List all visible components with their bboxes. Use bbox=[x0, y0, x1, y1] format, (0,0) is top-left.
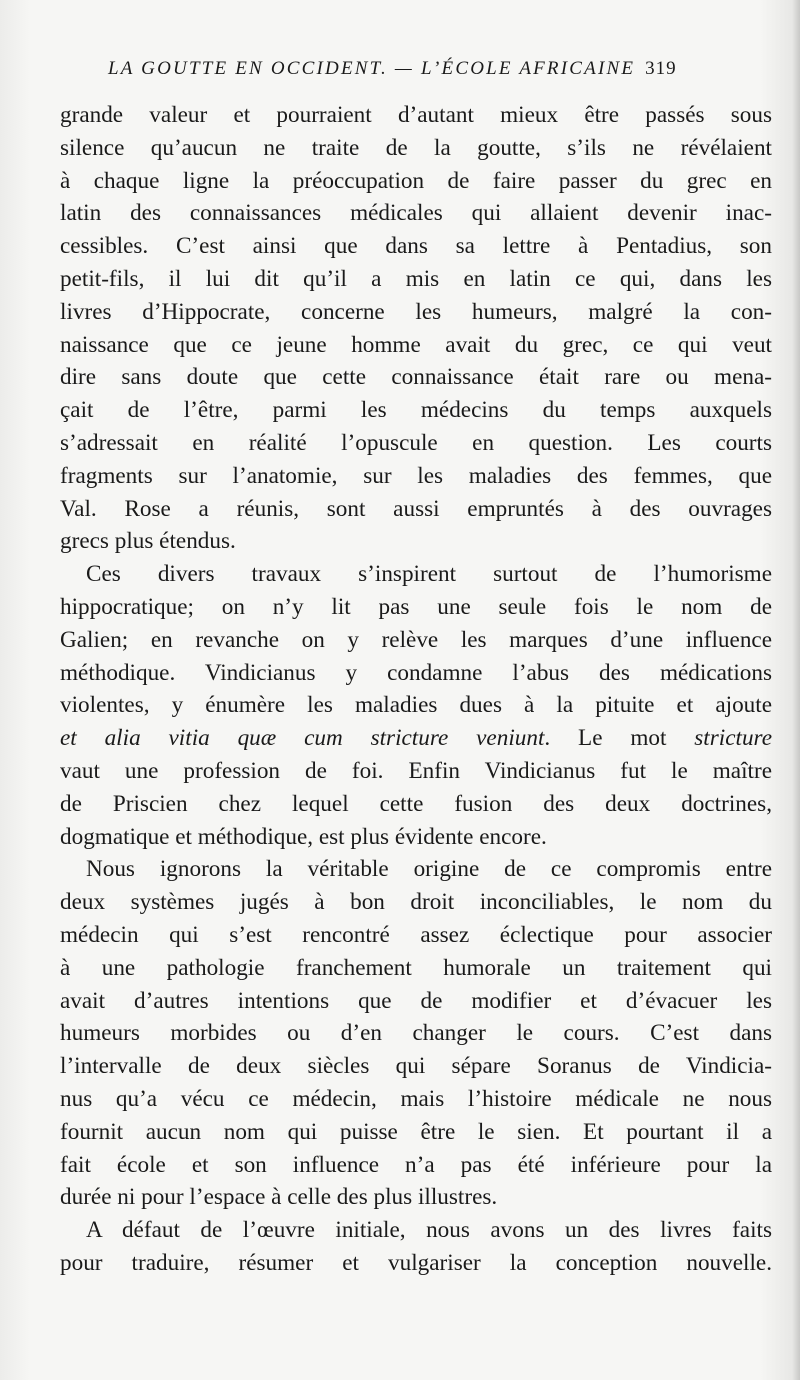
text-line: latin des connaissances médicales qui allaient devenir inac- bbox=[60, 200, 772, 227]
text-line: l’intervalle de deux siècles qui sépare Soranus de Vindicia- bbox=[60, 1053, 772, 1080]
text-line: avait d’autres intentions que de modifier et d’évacuer les bbox=[60, 987, 772, 1014]
text-line: naissance que ce jeune homme avait du grec, ce qui veut bbox=[60, 331, 772, 358]
text-line: fait école et son influence n’a pas été inférieure pour la bbox=[60, 1151, 772, 1178]
text-line: s’adressait en réalité l’opuscule en question. Les courts bbox=[60, 429, 772, 456]
text-line: médecin qui s’est rencontré assez éclectique pour associer bbox=[60, 921, 772, 948]
text-line: pour traduire, résumer et vulgariser la conception nouvelle. bbox=[60, 1249, 772, 1276]
text-line: fournit aucun nom qui puisse être le sien. Et pourtant il a bbox=[60, 1118, 772, 1145]
roman-text: . Le mot bbox=[544, 725, 695, 752]
page-edge-shadow bbox=[792, 0, 800, 1380]
text-line: grande valeur et pourraient d’autant mieux être passés sous bbox=[60, 102, 772, 128]
text-line: fragments sur l’anatomie, sur les maladies des femmes, que bbox=[60, 462, 772, 489]
text-line: hippocratique; on n’y lit pas une seule fois le nom de bbox=[60, 593, 772, 620]
text-line: Nous ignorons la véritable origine de ce compromis entre bbox=[86, 856, 772, 883]
text-line: de Priscien chez lequel cette fusion des deux doctrines, bbox=[60, 790, 772, 817]
text-line: durée ni pour l’espace à celle des plus illustres. bbox=[60, 1184, 498, 1211]
text-line: çait de l’être, parmi les médecins du temps auxquels bbox=[60, 397, 772, 424]
text-line: cessibles. C’est ainsi que dans sa lettre à Pentadius, son bbox=[60, 233, 772, 260]
italic-quote: et alia vitia quæ cum stricture veniunt bbox=[60, 725, 545, 752]
text-line: violentes, y énumère les maladies dues à la pituite et ajoute bbox=[60, 692, 772, 719]
text-line: deux systèmes jugés à bon droit inconciliables, le nom du bbox=[60, 889, 772, 916]
text-line: à une pathologie franchement humorale un traitement qui bbox=[60, 954, 772, 981]
text-line: nus qu’a vécu ce médecin, mais l’histoire médicale ne nous bbox=[60, 1085, 772, 1112]
running-title: LA GOUTTE EN OCCIDENT. — L’ÉCOLE AFRICAINE bbox=[108, 58, 636, 79]
text-line: dogmatique et méthodique, est plus évidente encore. bbox=[60, 823, 547, 850]
text-line: humeurs morbides ou d’en changer le cours. C’est dans bbox=[60, 1020, 772, 1047]
text-line: grecs plus étendus. bbox=[60, 528, 236, 555]
running-header bbox=[108, 58, 768, 80]
text-line: silence qu’aucun ne traite de la goutte, s’ils ne révélaient bbox=[60, 134, 772, 161]
text-line: à chaque ligne la préoccupation de faire passer du grec en bbox=[60, 167, 772, 194]
body-text bbox=[60, 99, 772, 1280]
text-line: dire sans doute que cette connaissance était rare ou mena- bbox=[60, 364, 772, 391]
text-line: livres d’Hippocrate, concerne les humeurs, malgré la con- bbox=[60, 298, 772, 325]
text-line: Galien; en revanche on y relève les marques d’une influence bbox=[60, 626, 772, 653]
text-line: Ces divers travaux s’inspirent surtout de l’humorisme bbox=[86, 561, 772, 588]
text-line: A défaut de l’œuvre initiale, nous avons un des livres faits bbox=[86, 1217, 772, 1244]
text-line: petit-fils, il lui dit qu’il a mis en latin ce qui, dans les bbox=[60, 265, 772, 292]
text-line: méthodique. Vindicianus y condamne l’abus des médications bbox=[60, 659, 772, 686]
text-line bbox=[60, 722, 772, 755]
page-number: 319 bbox=[645, 58, 677, 79]
text-line: Val. Rose a réunis, sont aussi empruntés à des ouvrages bbox=[60, 495, 772, 522]
text-line: vaut une profession de foi. Enfin Vindicianus fut le maître bbox=[60, 757, 772, 784]
italic-term: stricture bbox=[694, 725, 772, 752]
